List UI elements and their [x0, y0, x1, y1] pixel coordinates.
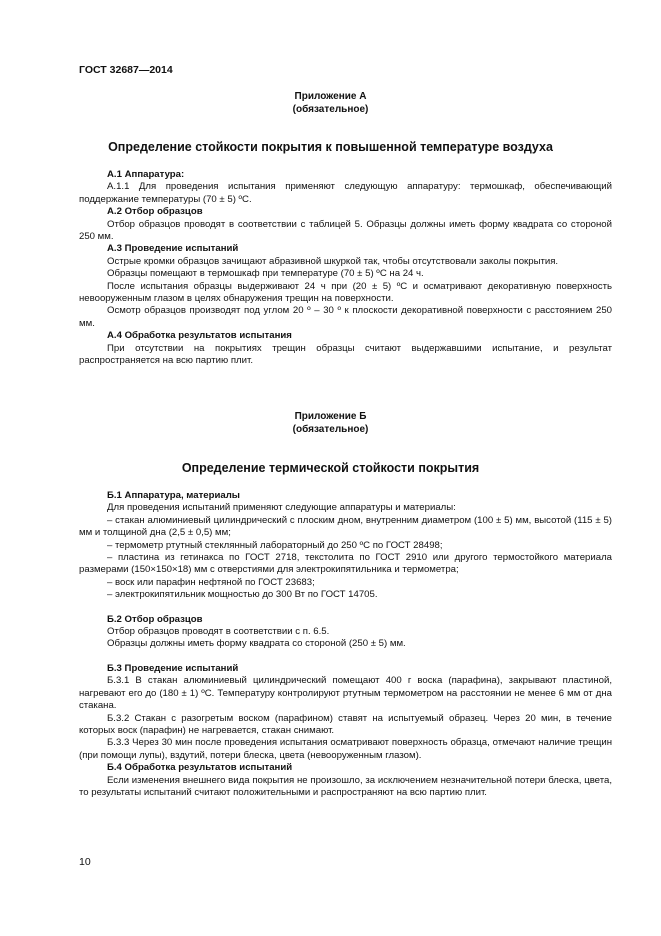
paragraph-a3-2: Образцы помещают в термошкаф при температуре (70 ± 5) ºС на 24 ч. [107, 268, 424, 280]
appendix-b-title: Определение термической стойкости покрытия [181, 461, 480, 475]
paragraph-b3-1: Б.3.1 В стакан алюминиевый цилиндрический помещают 400 г воска (парафина), закрывают пластиной, нагревают его до (180 ± 1) ºС. Температуру контролируют ртутным термометром на расстоянии не менее 6 мм от дна стакана. [79, 675, 612, 712]
paragraph-b4: Если изменения внешнего вида покрытия не произошло, за исключением незначительной потери блеска, цвета, то результаты испытаний считают положительными и распространяют на всю партию плит. [79, 774, 612, 798]
list-item-b1: – термометр ртутный стеклянный лабораторный до 250 ºС по ГОСТ 28498; [107, 539, 443, 551]
paragraph-a2: Отбор образцов проводят в соответствии с таблицей 5. Образцы должны иметь форму квадрата со стороной 250 мм. [79, 218, 612, 243]
section-b3-heading: Б.3 Проведение испытаний [107, 662, 239, 674]
appendix-b-heading [60, 410, 601, 436]
standard-header: ГОСТ 32687—2014 [79, 64, 173, 76]
appendix-a-body [79, 169, 612, 368]
paragraph-b3-3: Б.3.3 Через 30 мин после проведения испытания осматривают поверхность образца, отмечают наличие трещин (при помощи лупы), вздутий, потери блеска, цвета (невооруженным глазом). [79, 737, 612, 761]
section-a3-heading: А.3 Проведение испытаний [107, 243, 239, 255]
appendix-a-title: Определение стойкости покрытия к повышенной температуре воздуха [108, 140, 553, 154]
appendix-a-label: Приложение А [294, 91, 367, 102]
paragraph-a3-3: После испытания образцы выдерживают 24 ч при (20 ± 5) ºС и осматривают декоративную поверхность невооруженным глазом в целях обнаружения трещин на поверхности. [79, 280, 612, 305]
paragraph-a3-4: Осмотр образцов производят под углом 20 º – 30 º к плоскости декоративной поверхности с расстоянием 250 мм. [79, 305, 612, 329]
paragraph-a4: При отсутствии на покрытиях трещин образцы считают выдержавшими испытание, и результат распространяется на всю партию плит. [79, 342, 612, 367]
paragraph-b2-2: Образцы должны иметь форму квадрата со стороной (250 ± 5) мм. [107, 638, 406, 650]
page-number: 10 [79, 856, 91, 868]
section-a2-heading: А.2 Отбор образцов [107, 206, 203, 218]
appendix-a-heading [60, 90, 601, 116]
appendix-b-body [79, 490, 612, 799]
section-b2-heading: Б.2 Отбор образцов [107, 613, 203, 625]
paragraph-b3-2: Б.3.2 Стакан с разогретым воском (парафином) ставят на испытуемый образец. Через 20 мин, в течение которых воск (парафин) не нагревается, стакан снимают. [79, 712, 612, 736]
paragraph-a1-1: А.1.1 Для проведения испытания применяют следующую аппаратуру: термошкаф, обеспечивающий поддержание температуры (70 ± 5) ºС. [79, 181, 612, 205]
appendix-b-label: Приложение Б [294, 411, 367, 422]
paragraph-b2-1: Отбор образцов проводят в соответствии с п. 6.5. [107, 626, 330, 638]
section-b4-heading: Б.4 Обработка результатов испытаний [107, 762, 293, 774]
appendix-a-status: (обязательное) [292, 104, 369, 115]
paragraph-b1-intro: Для проведения испытаний применяют следующие аппаратуры и материалы: [107, 502, 456, 514]
list-item-b1: – стакан алюминиевый цилиндрический с плоским дном, внутренним диаметром (100 ± 5) мм, высотой (115 ± 5) мм и толщиной дна (2,5 ± 0,5) мм; [79, 514, 612, 539]
list-item-b1: – воск или парафин нефтяной по ГОСТ 23683; [107, 576, 315, 588]
section-b1-heading: Б.1 Аппаратура, материалы [107, 490, 241, 501]
list-item-b1: – электрокипятильник мощностью до 300 Вт по ГОСТ 14705. [107, 589, 378, 601]
list-item-b1: – пластина из гетинакса по ГОСТ 2718, текстолита по ГОСТ 2910 или другого термостойкого материала размерами (150×150×18) мм с отверстиями для электрокипятильника и термометра; [79, 552, 612, 576]
appendix-b-status: (обязательное) [292, 424, 369, 435]
paragraph-a3-1: Острые кромки образцов зачищают абразивной шкуркой так, чтобы отсутствовали заколы покрытия. [107, 255, 559, 267]
section-a1-heading: А.1 Аппаратура: [107, 169, 185, 180]
section-a4-heading: А.4 Обработка результатов испытания [107, 330, 292, 342]
